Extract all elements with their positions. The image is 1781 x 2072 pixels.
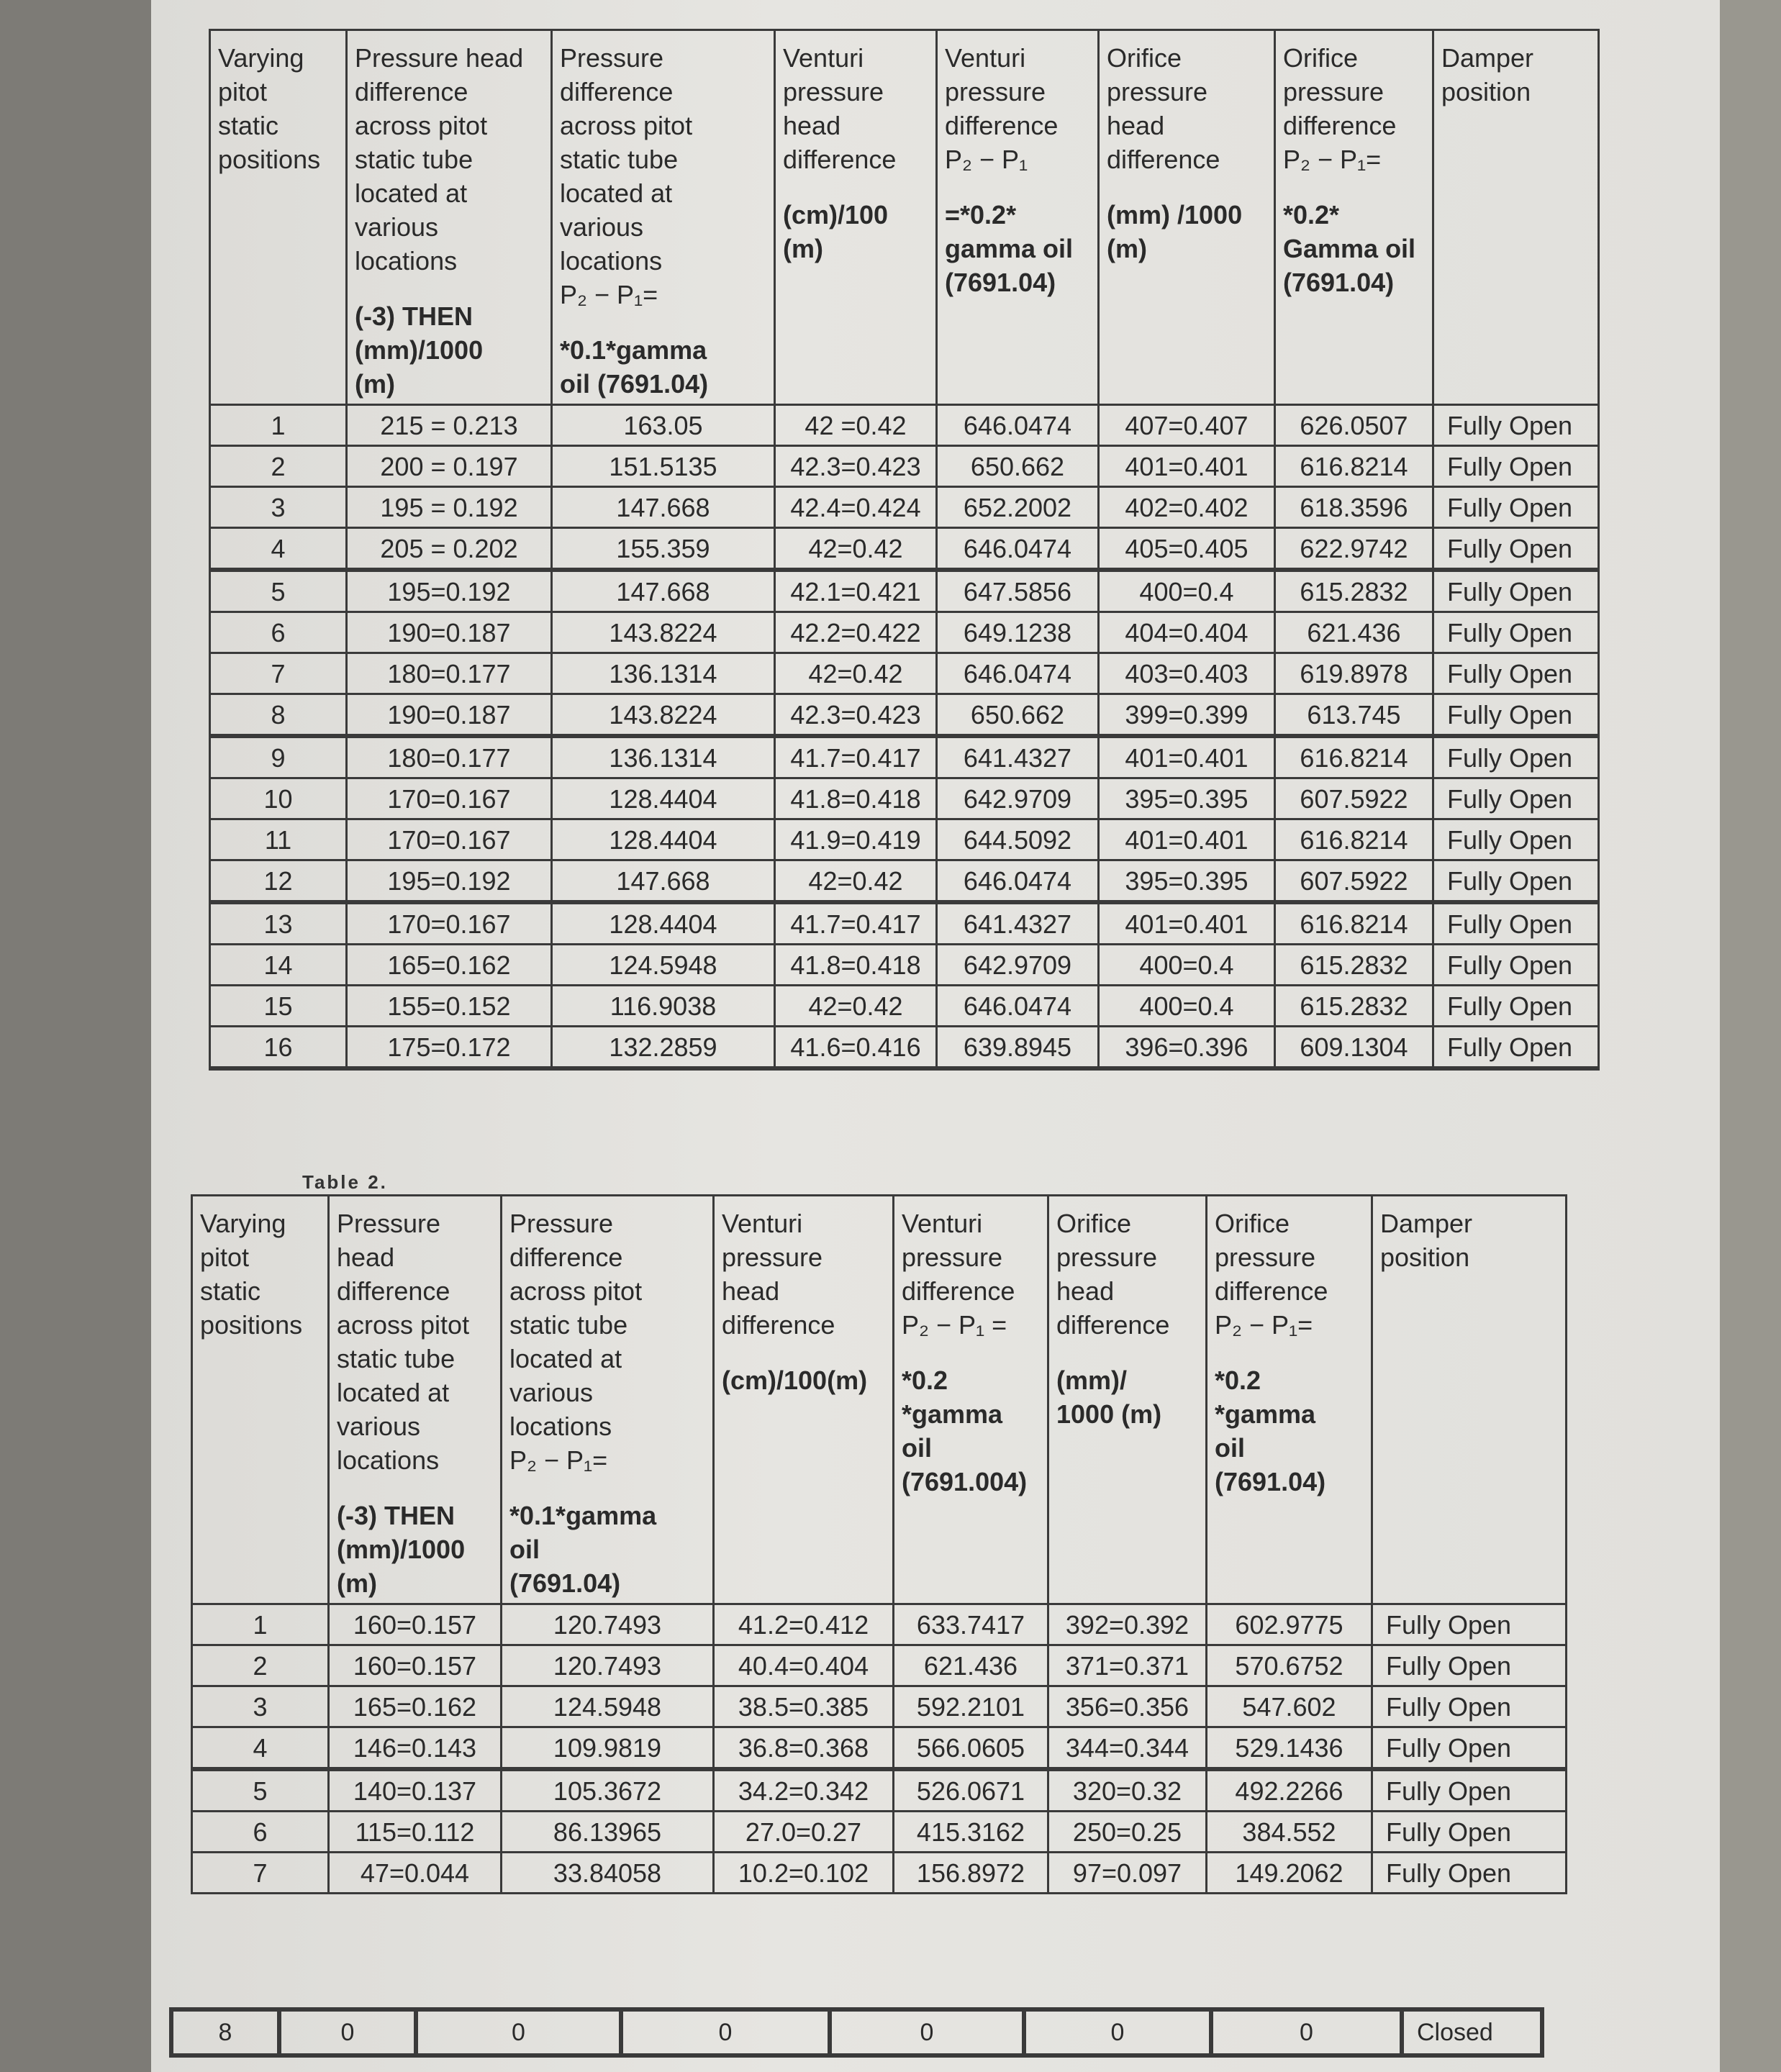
value-cell: 626.0507: [1275, 405, 1433, 446]
damper-cell: Fully Open: [1433, 945, 1599, 986]
position-cell: 8: [171, 2009, 279, 2055]
table-2-caption: Table 2.: [302, 1171, 388, 1193]
table-row: [171, 2009, 1542, 2055]
value-cell: 175=0.172: [347, 1027, 552, 1069]
value-cell: 160=0.157: [329, 1604, 502, 1645]
column-header: [1275, 30, 1433, 405]
value-cell: 136.1314: [552, 736, 775, 778]
column-header: [1372, 1196, 1567, 1604]
value-cell: 165=0.162: [329, 1686, 502, 1727]
column-header-label: Venturi pressure head difference: [783, 43, 897, 174]
value-cell: 116.9038: [552, 986, 775, 1027]
value-cell: 607.5922: [1275, 778, 1433, 819]
value-cell: 42=0.42: [775, 653, 937, 694]
value-cell: 395=0.395: [1099, 860, 1275, 903]
table-row: [210, 778, 1599, 819]
value-cell: 0: [830, 2009, 1024, 2055]
value-cell: 146=0.143: [329, 1727, 502, 1770]
value-cell: 132.2859: [552, 1027, 775, 1069]
table-row: [192, 1812, 1567, 1853]
value-cell: 170=0.167: [347, 819, 552, 860]
column-header-unit: (-3) THEN (mm)/1000 (m): [355, 301, 484, 399]
value-cell: 618.3596: [1275, 487, 1433, 528]
table-row: [210, 945, 1599, 986]
value-cell: 547.602: [1207, 1686, 1372, 1727]
value-cell: 105.3672: [502, 1769, 714, 1812]
value-cell: 42.2=0.422: [775, 612, 937, 653]
value-cell: 124.5948: [502, 1686, 714, 1727]
value-cell: 149.2062: [1207, 1853, 1372, 1894]
value-cell: 195=0.192: [347, 570, 552, 612]
value-cell: 402=0.402: [1099, 487, 1275, 528]
value-cell: 38.5=0.385: [714, 1686, 894, 1727]
value-cell: 155=0.152: [347, 986, 552, 1027]
value-cell: 616.8214: [1275, 446, 1433, 487]
value-cell: 616.8214: [1275, 819, 1433, 860]
value-cell: 41.2=0.412: [714, 1604, 894, 1645]
value-cell: 399=0.399: [1099, 694, 1275, 737]
value-cell: 646.0474: [937, 653, 1099, 694]
table-row: [210, 986, 1599, 1027]
value-cell: 128.4404: [552, 819, 775, 860]
value-cell: 622.9742: [1275, 528, 1433, 571]
value-cell: 650.662: [937, 694, 1099, 737]
column-header: [347, 30, 552, 405]
table-3-body: [171, 2009, 1542, 2055]
value-cell: 415.3162: [894, 1812, 1048, 1853]
data-table-1: [209, 29, 1600, 1071]
value-cell: 371=0.371: [1048, 1645, 1207, 1686]
position-cell: 16: [210, 1027, 347, 1069]
value-cell: 128.4404: [552, 902, 775, 945]
value-cell: 109.9819: [502, 1727, 714, 1770]
value-cell: 407=0.407: [1099, 405, 1275, 446]
table-row: [210, 1027, 1599, 1069]
damper-cell: Fully Open: [1433, 653, 1599, 694]
value-cell: 616.8214: [1275, 736, 1433, 778]
column-header-unit: *0.1*gamma oil (7691.04): [560, 335, 709, 399]
column-header: [894, 1196, 1048, 1604]
value-cell: 619.8978: [1275, 653, 1433, 694]
position-cell: 5: [210, 570, 347, 612]
damper-cell: Fully Open: [1372, 1727, 1567, 1770]
value-cell: 205 = 0.202: [347, 528, 552, 571]
damper-cell: Fully Open: [1372, 1604, 1567, 1645]
value-cell: 615.2832: [1275, 986, 1433, 1027]
value-cell: 10.2=0.102: [714, 1853, 894, 1894]
table-row: [210, 528, 1599, 571]
position-cell: 4: [192, 1727, 329, 1770]
position-cell: 7: [210, 653, 347, 694]
value-cell: 120.7493: [502, 1645, 714, 1686]
value-cell: 492.2266: [1207, 1769, 1372, 1812]
value-cell: 86.13965: [502, 1812, 714, 1853]
position-cell: 10: [210, 778, 347, 819]
column-header-label: Varying pitot static positions: [200, 1209, 303, 1340]
value-cell: 392=0.392: [1048, 1604, 1207, 1645]
damper-cell: Fully Open: [1433, 446, 1599, 487]
column-header-label: Pressure difference across pitot static tube located at various locations P₂ − P₁=: [509, 1209, 643, 1475]
value-cell: 621.436: [894, 1645, 1048, 1686]
value-cell: 42.3=0.423: [775, 446, 937, 487]
column-header: [714, 1196, 894, 1604]
value-cell: 529.1436: [1207, 1727, 1372, 1770]
value-cell: 120.7493: [502, 1604, 714, 1645]
table-row: [192, 1686, 1567, 1727]
damper-cell: Fully Open: [1433, 860, 1599, 903]
table-row: [192, 1769, 1567, 1812]
value-cell: 156.8972: [894, 1853, 1048, 1894]
table-row: [210, 612, 1599, 653]
value-cell: 41.9=0.419: [775, 819, 937, 860]
value-cell: 42.4=0.424: [775, 487, 937, 528]
value-cell: 401=0.401: [1099, 446, 1275, 487]
value-cell: 42.3=0.423: [775, 694, 937, 737]
table-row: [210, 902, 1599, 945]
value-cell: 180=0.177: [347, 736, 552, 778]
table-row: [210, 570, 1599, 612]
value-cell: 633.7417: [894, 1604, 1048, 1645]
position-cell: 1: [192, 1604, 329, 1645]
value-cell: 0: [1211, 2009, 1402, 2055]
value-cell: 170=0.167: [347, 778, 552, 819]
value-cell: 401=0.401: [1099, 736, 1275, 778]
position-cell: 3: [210, 487, 347, 528]
value-cell: 646.0474: [937, 528, 1099, 571]
value-cell: 200 = 0.197: [347, 446, 552, 487]
damper-cell: Fully Open: [1433, 528, 1599, 571]
position-cell: 5: [192, 1769, 329, 1812]
position-cell: 11: [210, 819, 347, 860]
value-cell: 592.2101: [894, 1686, 1048, 1727]
data-table-2: [191, 1194, 1567, 1894]
column-header-unit: *0.2 *gamma oil (7691.004): [902, 1366, 1028, 1496]
value-cell: 0: [416, 2009, 621, 2055]
damper-cell: Fully Open: [1433, 1027, 1599, 1069]
value-cell: 384.552: [1207, 1812, 1372, 1853]
value-cell: 609.1304: [1275, 1027, 1433, 1069]
value-cell: 136.1314: [552, 653, 775, 694]
column-header: [552, 30, 775, 405]
damper-cell: Fully Open: [1433, 736, 1599, 778]
value-cell: 647.5856: [937, 570, 1099, 612]
table-2-header: [192, 1196, 1567, 1604]
column-header-unit: (mm) /1000 (m): [1107, 200, 1243, 263]
value-cell: 526.0671: [894, 1769, 1048, 1812]
position-cell: 15: [210, 986, 347, 1027]
value-cell: 41.6=0.416: [775, 1027, 937, 1069]
value-cell: 400=0.4: [1099, 986, 1275, 1027]
value-cell: 405=0.405: [1099, 528, 1275, 571]
position-cell: 14: [210, 945, 347, 986]
value-cell: 641.4327: [937, 736, 1099, 778]
value-cell: 616.8214: [1275, 902, 1433, 945]
value-cell: 42.1=0.421: [775, 570, 937, 612]
table-row: [210, 405, 1599, 446]
value-cell: 47=0.044: [329, 1853, 502, 1894]
column-header-unit: (mm)/ 1000 (m): [1056, 1366, 1162, 1429]
value-cell: 27.0=0.27: [714, 1812, 894, 1853]
value-cell: 566.0605: [894, 1727, 1048, 1770]
value-cell: 646.0474: [937, 405, 1099, 446]
value-cell: 155.359: [552, 528, 775, 571]
damper-cell: Fully Open: [1372, 1812, 1567, 1853]
damper-cell: Fully Open: [1372, 1769, 1567, 1812]
damper-cell: Fully Open: [1433, 694, 1599, 737]
table-row: [210, 819, 1599, 860]
value-cell: 33.84058: [502, 1853, 714, 1894]
position-cell: 12: [210, 860, 347, 903]
damper-cell: Fully Open: [1433, 570, 1599, 612]
value-cell: 650.662: [937, 446, 1099, 487]
value-cell: 404=0.404: [1099, 612, 1275, 653]
column-header-label: Pressure head difference across pitot static tube located at various locations: [337, 1209, 470, 1475]
value-cell: 615.2832: [1275, 570, 1433, 612]
damper-cell: Fully Open: [1433, 819, 1599, 860]
value-cell: 641.4327: [937, 902, 1099, 945]
value-cell: 613.745: [1275, 694, 1433, 737]
position-cell: 8: [210, 694, 347, 737]
column-header-label: Orifice pressure difference P₂ − P₁=: [1215, 1209, 1328, 1340]
value-cell: 195=0.192: [347, 860, 552, 903]
table-row: [210, 694, 1599, 737]
column-header-label: Varying pitot static positions: [218, 43, 321, 174]
table-row: [210, 487, 1599, 528]
column-header: [1048, 1196, 1207, 1604]
table-row: [210, 860, 1599, 903]
value-cell: 40.4=0.404: [714, 1645, 894, 1686]
value-cell: 41.8=0.418: [775, 778, 937, 819]
value-cell: 42=0.42: [775, 860, 937, 903]
damper-cell: Fully Open: [1433, 487, 1599, 528]
value-cell: 615.2832: [1275, 945, 1433, 986]
column-header-unit: *0.1*gamma oil (7691.04): [509, 1501, 657, 1598]
value-cell: 646.0474: [937, 986, 1099, 1027]
value-cell: 250=0.25: [1048, 1812, 1207, 1853]
column-header-label: Venturi pressure difference P₂ − P₁: [945, 43, 1059, 174]
value-cell: 115=0.112: [329, 1812, 502, 1853]
column-header: [937, 30, 1099, 405]
column-header-label: Orifice pressure head difference: [1107, 43, 1220, 174]
column-header-unit: (cm)/100(m): [722, 1366, 868, 1395]
position-cell: 9: [210, 736, 347, 778]
table-row: [192, 1604, 1567, 1645]
table-1-body: [210, 405, 1599, 1069]
table-row: [210, 653, 1599, 694]
background-left: [0, 0, 151, 2072]
table-row: [192, 1645, 1567, 1686]
column-header-label: Damper position: [1380, 1209, 1473, 1272]
column-header-unit: (-3) THEN (mm)/1000 (m): [337, 1501, 466, 1598]
value-cell: 403=0.403: [1099, 653, 1275, 694]
value-cell: 190=0.187: [347, 694, 552, 737]
value-cell: 41.8=0.418: [775, 945, 937, 986]
value-cell: 602.9775: [1207, 1604, 1372, 1645]
value-cell: 0: [1024, 2009, 1211, 2055]
value-cell: 151.5135: [552, 446, 775, 487]
value-cell: 652.2002: [937, 487, 1099, 528]
value-cell: 195 = 0.192: [347, 487, 552, 528]
value-cell: 0: [621, 2009, 830, 2055]
table-row: [210, 736, 1599, 778]
position-cell: 2: [192, 1645, 329, 1686]
background-right: [1720, 0, 1781, 2072]
value-cell: 395=0.395: [1099, 778, 1275, 819]
position-cell: 7: [192, 1853, 329, 1894]
value-cell: 147.668: [552, 570, 775, 612]
value-cell: 42 =0.42: [775, 405, 937, 446]
value-cell: 41.7=0.417: [775, 736, 937, 778]
position-cell: 1: [210, 405, 347, 446]
value-cell: 649.1238: [937, 612, 1099, 653]
value-cell: 607.5922: [1275, 860, 1433, 903]
damper-cell: Fully Open: [1372, 1686, 1567, 1727]
damper-cell: Closed: [1402, 2009, 1542, 2055]
column-header-unit: (cm)/100 (m): [783, 200, 889, 263]
data-table-closed-row: [169, 2007, 1544, 2058]
column-header-label: Orifice pressure difference P₂ − P₁=: [1283, 43, 1397, 174]
value-cell: 400=0.4: [1099, 570, 1275, 612]
value-cell: 160=0.157: [329, 1645, 502, 1686]
damper-cell: Fully Open: [1372, 1645, 1567, 1686]
column-header-label: Orifice pressure head difference: [1056, 1209, 1170, 1340]
value-cell: 36.8=0.368: [714, 1727, 894, 1770]
value-cell: 170=0.167: [347, 902, 552, 945]
value-cell: 642.9709: [937, 945, 1099, 986]
column-header-unit: *0.2* Gamma oil (7691.04): [1283, 200, 1416, 297]
column-header: [1099, 30, 1275, 405]
position-cell: 3: [192, 1686, 329, 1727]
table-row: [192, 1853, 1567, 1894]
value-cell: 215 = 0.213: [347, 405, 552, 446]
column-header-unit: =*0.2* gamma oil (7691.04): [945, 200, 1074, 297]
value-cell: 147.668: [552, 487, 775, 528]
damper-cell: Fully Open: [1433, 986, 1599, 1027]
position-cell: 2: [210, 446, 347, 487]
value-cell: 401=0.401: [1099, 902, 1275, 945]
damper-cell: Fully Open: [1433, 902, 1599, 945]
column-header-label: Venturi pressure difference P₂ − P₁ =: [902, 1209, 1015, 1340]
value-cell: 42=0.42: [775, 528, 937, 571]
damper-cell: Fully Open: [1433, 612, 1599, 653]
value-cell: 639.8945: [937, 1027, 1099, 1069]
value-cell: 34.2=0.342: [714, 1769, 894, 1812]
value-cell: 396=0.396: [1099, 1027, 1275, 1069]
value-cell: 320=0.32: [1048, 1769, 1207, 1812]
value-cell: 97=0.097: [1048, 1853, 1207, 1894]
value-cell: 642.9709: [937, 778, 1099, 819]
column-header-unit: *0.2 *gamma oil (7691.04): [1215, 1366, 1326, 1496]
table-row: [192, 1727, 1567, 1770]
value-cell: 163.05: [552, 405, 775, 446]
position-cell: 4: [210, 528, 347, 571]
table-1-header: [210, 30, 1599, 405]
column-header-label: Venturi pressure head difference: [722, 1209, 835, 1340]
value-cell: 42=0.42: [775, 986, 937, 1027]
column-header-label: Pressure difference across pitot static tube located at various locations P₂ − P₁=: [560, 43, 693, 309]
column-header: [329, 1196, 502, 1604]
value-cell: 0: [279, 2009, 416, 2055]
column-header: [1207, 1196, 1372, 1604]
value-cell: 147.668: [552, 860, 775, 903]
value-cell: 646.0474: [937, 860, 1099, 903]
value-cell: 143.8224: [552, 612, 775, 653]
table-2-body: [192, 1604, 1567, 1894]
value-cell: 124.5948: [552, 945, 775, 986]
value-cell: 180=0.177: [347, 653, 552, 694]
value-cell: 570.6752: [1207, 1645, 1372, 1686]
column-header: [192, 1196, 329, 1604]
value-cell: 400=0.4: [1099, 945, 1275, 986]
value-cell: 140=0.137: [329, 1769, 502, 1812]
position-cell: 6: [192, 1812, 329, 1853]
value-cell: 344=0.344: [1048, 1727, 1207, 1770]
position-cell: 6: [210, 612, 347, 653]
value-cell: 644.5092: [937, 819, 1099, 860]
column-header-label: Pressure head difference across pitot static tube located at various locations: [355, 43, 524, 276]
value-cell: 128.4404: [552, 778, 775, 819]
column-header-label: Damper position: [1441, 43, 1534, 106]
table-row: [210, 446, 1599, 487]
value-cell: 41.7=0.417: [775, 902, 937, 945]
damper-cell: Fully Open: [1372, 1853, 1567, 1894]
damper-cell: Fully Open: [1433, 405, 1599, 446]
value-cell: 621.436: [1275, 612, 1433, 653]
column-header: [210, 30, 347, 405]
column-header: [1433, 30, 1599, 405]
value-cell: 401=0.401: [1099, 819, 1275, 860]
value-cell: 356=0.356: [1048, 1686, 1207, 1727]
damper-cell: Fully Open: [1433, 778, 1599, 819]
value-cell: 143.8224: [552, 694, 775, 737]
column-header: [502, 1196, 714, 1604]
value-cell: 190=0.187: [347, 612, 552, 653]
position-cell: 13: [210, 902, 347, 945]
column-header: [775, 30, 937, 405]
value-cell: 165=0.162: [347, 945, 552, 986]
